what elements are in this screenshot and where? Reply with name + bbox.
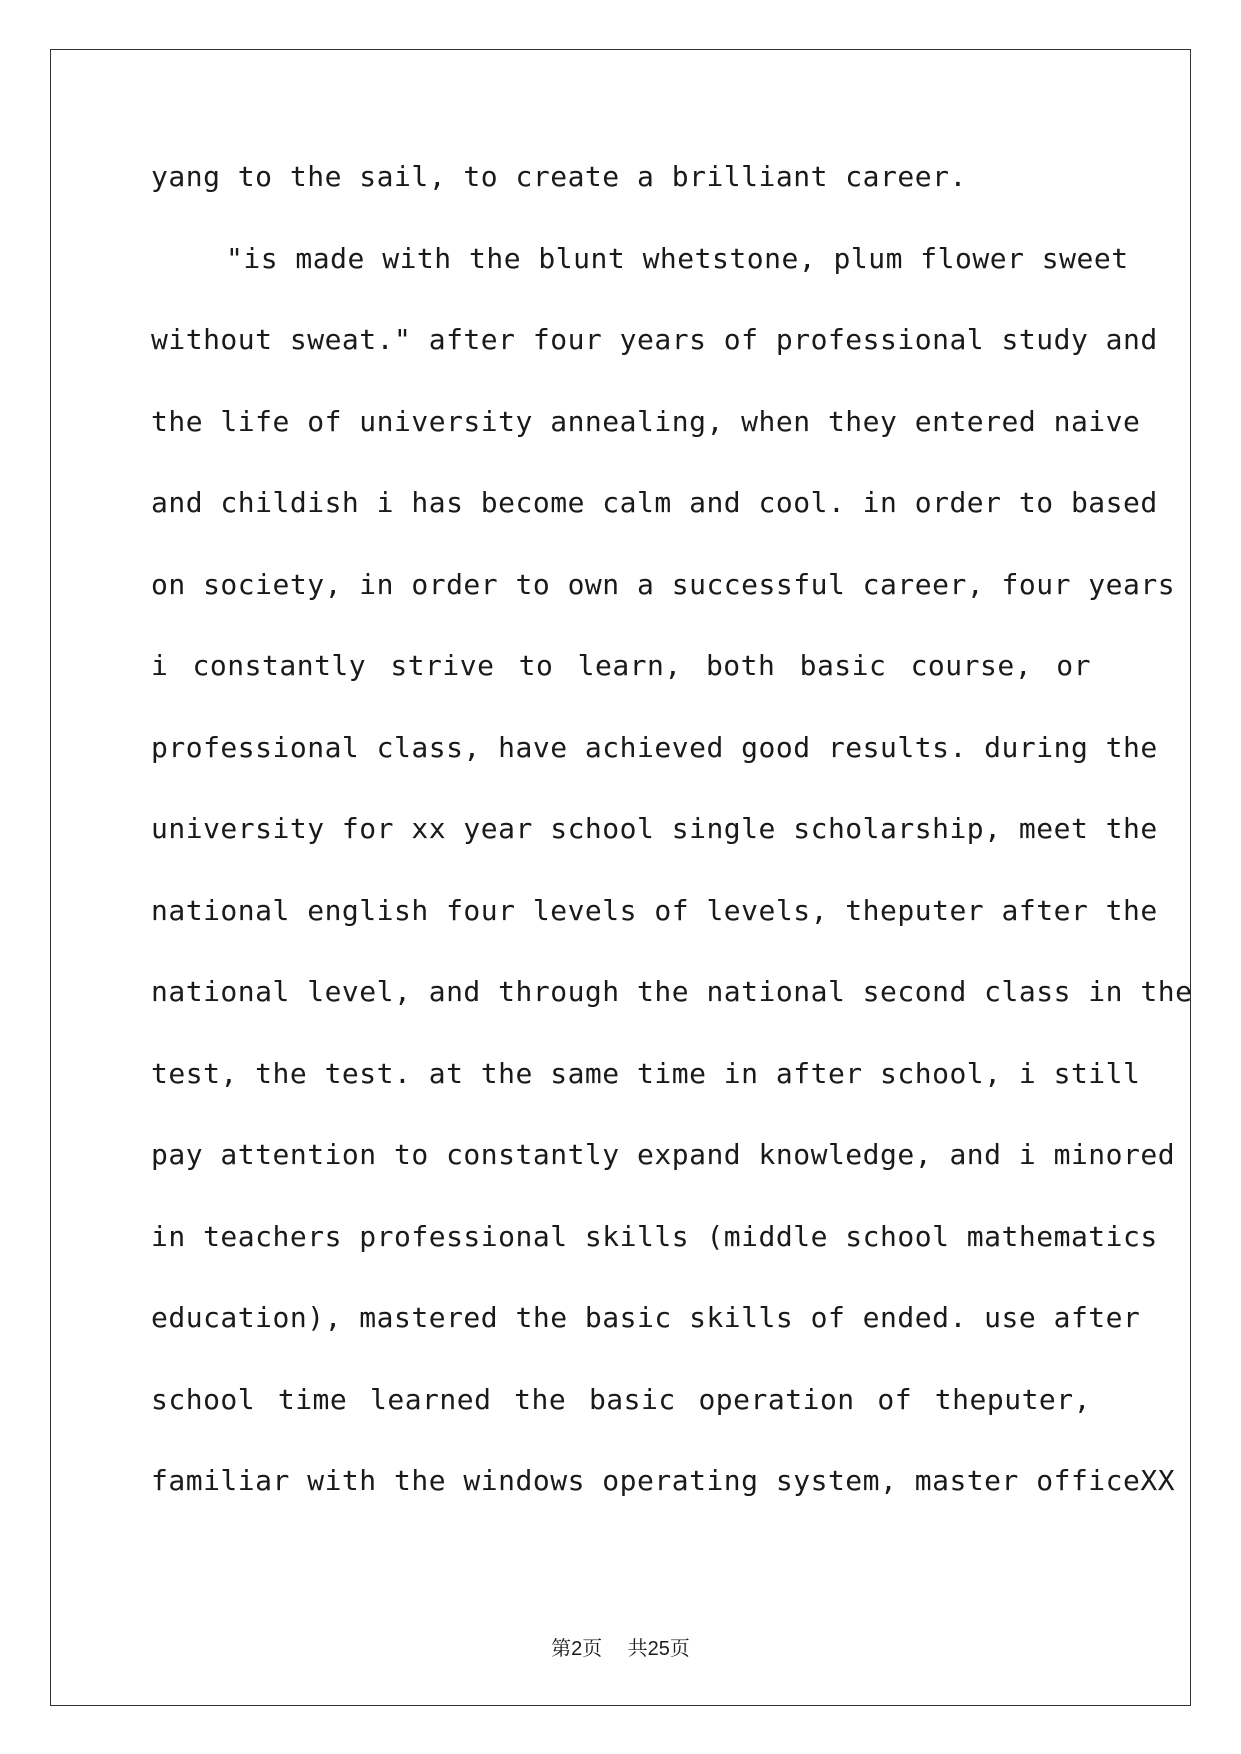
- text-line: familiar with the windows operating system, master officeXX: [151, 1464, 1176, 1497]
- text-line: yang to the sail, to create a brilliant career.: [151, 160, 967, 193]
- text-line: school time learned the basic operation of theputer,: [151, 1382, 1091, 1416]
- text-line: test, the test. at the same time in after school, i still: [151, 1056, 1141, 1090]
- text-line: national english four levels of levels, theputer after the: [151, 893, 1158, 927]
- text-line: education), mastered the basic skills of ended. use after: [151, 1301, 1141, 1334]
- text-line: i constantly strive to learn, both basic course, or: [151, 649, 1091, 682]
- text-line: professional class, have achieved good results. during the: [151, 730, 1158, 764]
- footer-prefix: 第: [551, 1636, 572, 1660]
- text-line: without sweat." after four years of professional study and: [151, 323, 1158, 356]
- text-line: in teachers professional skills (middle school mathematics: [151, 1219, 1158, 1253]
- text-line: on society, in order to own a successful career, four years: [151, 567, 1176, 601]
- footer-page-number: 2: [571, 1638, 583, 1660]
- text-line: and childish i has become calm and cool. in order to based: [151, 486, 1158, 519]
- text-line: the life of university annealing, when they entered naive: [151, 404, 1141, 438]
- footer-total-suffix: 页: [669, 1636, 690, 1660]
- footer-total-prefix: 共: [627, 1636, 648, 1660]
- text-line: pay attention to constantly expand knowledge, and i minored: [151, 1138, 1176, 1171]
- footer-total-pages: 25: [647, 1638, 670, 1660]
- footer-page-suffix: 页: [582, 1636, 603, 1660]
- text-line: "is made with the blunt whetstone, plum flower sweet: [226, 241, 1129, 275]
- page-footer: [0, 1632, 1241, 1661]
- text-line: national level, and through the national second class in the: [151, 975, 1193, 1008]
- text-line: university for xx year school single scholarship, meet the: [151, 812, 1158, 845]
- body-text: [151, 160, 1193, 1549]
